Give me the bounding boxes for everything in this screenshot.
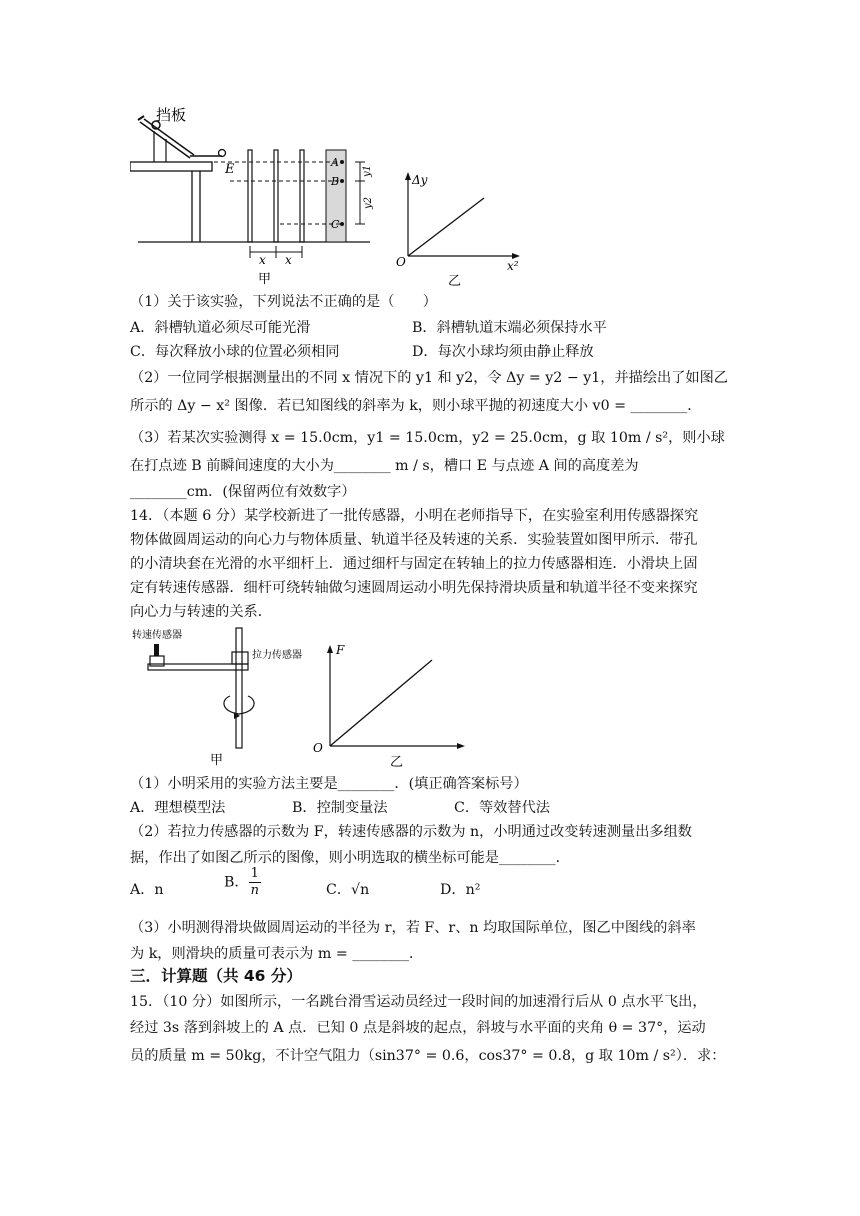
- graph-f-label: F: [336, 643, 345, 657]
- graph-o-label: O: [313, 741, 323, 755]
- force-line: [330, 660, 432, 746]
- q14-p1-option-b: B．控制变量法: [292, 800, 388, 816]
- graph-origin-label: O: [396, 255, 406, 269]
- projectile-apparatus-figure: [130, 100, 390, 290]
- q13-part3-line2: 在打点迹 B 前瞬间速度的大小为________ m / s，槽口 E 与点迹 A 间的高度差为: [130, 458, 639, 474]
- speed-sensor-label: 转速传感器: [132, 630, 182, 641]
- q15-line2: 经过 3s 落到斜坡上的 A 点．已知 0 点是斜坡的起点，斜坡与水平面的夹角 θ = 37°，运动: [130, 1020, 706, 1036]
- q14-line4: 定有转速传感器．细杆可绕转轴做匀速圆周运动小明先保持滑块质量和轨道半径不变来探究: [130, 580, 698, 596]
- x-label-1: x: [259, 253, 266, 267]
- q14-p2-option-c: C．√n: [326, 882, 370, 898]
- q14-p2-option-b-prefix: B．: [224, 874, 249, 891]
- graph-y-label: Δy: [412, 173, 428, 187]
- point-e-label: E: [225, 162, 235, 177]
- q14-p2-option-a: A．n: [130, 882, 164, 898]
- fraction-denominator: n: [250, 883, 259, 898]
- q15-line3: 员的质量 m = 50kg，不计空气阻力（sin37° = 0.6，cos37° = 0.8，g 取 10m / s²）．求：: [130, 1048, 726, 1064]
- section-3-title: 三．计算题（共 46 分）: [130, 967, 302, 985]
- q14-line2: 物体做圆周运动的向心力与物体质量、轨道半径及转速的关系．实验装置如图甲所示．带孔: [130, 532, 698, 548]
- q13-part2-line2: 所示的 Δy − x² 图像．若已知图线的斜率为 k，则小球平抛的初速度大小 v0 = ________．: [130, 398, 702, 414]
- force-graph: [310, 640, 470, 770]
- q13-option-a: A．斜槽轨道必须尽可能光滑: [130, 320, 311, 336]
- yi-label-2: 乙: [390, 755, 404, 770]
- point-c-label: C: [331, 218, 340, 231]
- q13-option-c: C．每次释放小球的位置必须相同: [130, 344, 340, 360]
- q14-line1: 14．（本题 6 分）某学校新进了一批传感器，小明在老师指导下，在实验室利用传感器探究: [130, 508, 699, 524]
- y2-label: y2: [363, 196, 374, 209]
- q13-part3-line1: （3）若某次实验测得 x = 15.0cm，y1 = 15.0cm，y2 = 25.0cm，g 取 10m / s²，则小球: [130, 430, 725, 446]
- point-b-label: B: [331, 175, 340, 188]
- baffle-label: 挡板: [156, 106, 187, 124]
- q13-option-b: B．斜槽轨道末端必须保持水平: [412, 320, 607, 336]
- yi-label: 乙: [448, 274, 462, 288]
- force-sensor-label: 拉力传感器: [252, 650, 302, 661]
- fraction-numerator: 1: [249, 866, 261, 883]
- graph-x-label: x²: [507, 259, 519, 273]
- q14-p2-option-d: D．n²: [440, 882, 481, 898]
- dy-x2-graph: [392, 168, 527, 288]
- q14-part1: （1）小明采用的实验方法主要是________．(填正确答案标号）: [130, 776, 528, 792]
- q14-p1-option-a: A．理想模型法: [130, 800, 226, 816]
- x-label-2: x: [285, 253, 292, 267]
- q14-line5: 向心力与转速的关系．: [130, 604, 272, 620]
- q14-part3-line2: 为 k，则滑块的质量可表示为 m = ________．: [130, 946, 424, 962]
- q13-option-d: D．每次小球均须由静止释放: [412, 344, 594, 360]
- q13-part3-line3: ________cm．(保留两位有效数字）: [130, 484, 356, 500]
- dy-x2-line: [408, 198, 484, 256]
- q14-line3: 的小清块套在光滑的水平细杆上．通过细杆与固定在转轴上的拉力传感器相连．小滑块上固: [130, 556, 698, 572]
- jia-label: 甲: [258, 272, 272, 287]
- q14-part2-line1: （2）若拉力传感器的示数为 F，转速传感器的示数为 n，小明通过改变转速测量出多组数: [130, 824, 692, 840]
- q14-p1-option-c: C．等效替代法: [454, 800, 550, 816]
- q14-p2-option-b: [224, 866, 261, 899]
- jia-label-2: 甲: [210, 753, 224, 768]
- fraction-one-over-n: [249, 866, 261, 899]
- q15-line1: 15．（10 分）如图所示，一名跳台滑雪运动员经过一段时间的加速滑行后从 0 点水平飞出，: [130, 994, 707, 1010]
- rotation-apparatus-figure: [130, 626, 315, 772]
- y1-label: y1: [362, 164, 373, 177]
- q13-part2-line1: （2）一位同学根据测量出的不同 x 情况下的 y1 和 y2，令 Δy = y2 − y1，并描绘出了如图乙: [130, 370, 728, 386]
- q14-part3-line1: （3）小明测得滑块做圆周运动的半径为 r，若 F、r、n 均取国际单位，图乙中图线的斜率: [130, 920, 696, 936]
- q14-part2-line2: 据，作出了如图乙所示的图像，则小明选取的横坐标可能是________．: [130, 850, 570, 866]
- q13-part1: （1）关于该实验，下列说法不正确的是（ ）: [130, 294, 437, 310]
- point-a-label: A: [331, 156, 339, 169]
